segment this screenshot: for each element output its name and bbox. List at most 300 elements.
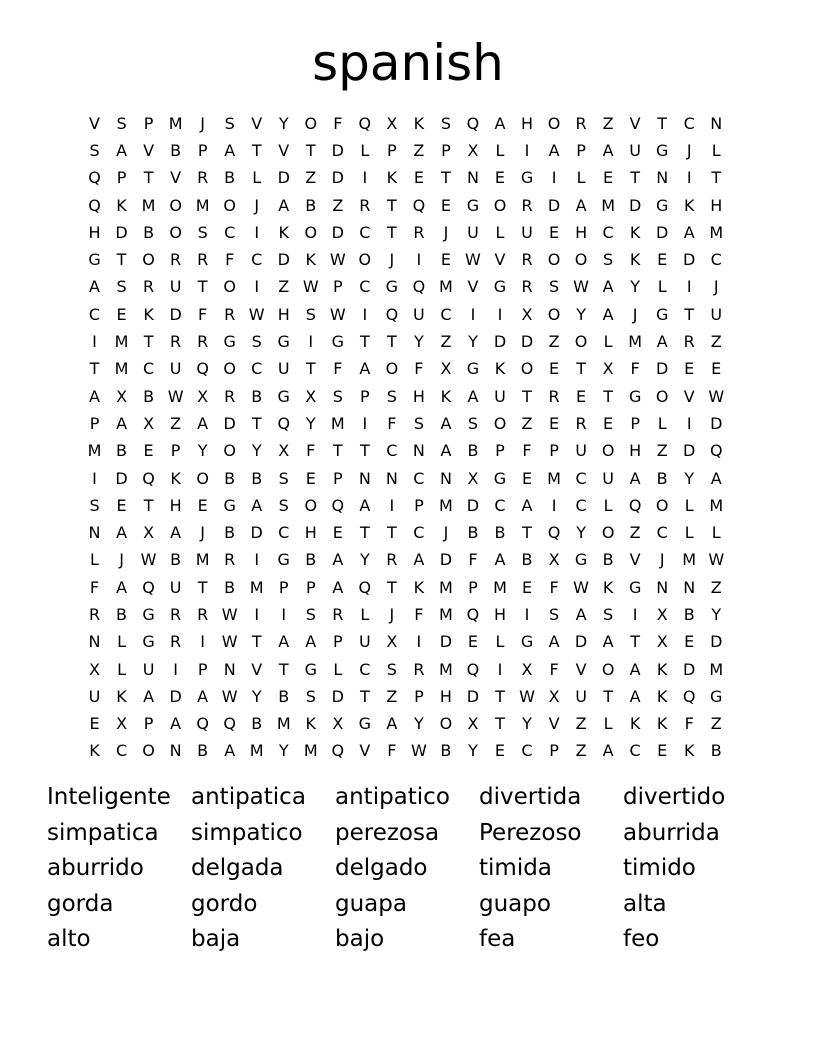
grid-letter: E: [521, 468, 533, 488]
grid-letter: A: [413, 550, 425, 570]
grid-letter: X: [548, 550, 560, 570]
grid-letter: Y: [251, 441, 262, 461]
grid-letter: O: [169, 222, 182, 242]
grid-letter: A: [575, 604, 587, 624]
grid-letter: O: [304, 495, 318, 515]
grid-letter: E: [521, 577, 533, 597]
grid-letter: Q: [412, 277, 426, 297]
grid-letter: Y: [468, 741, 478, 761]
grid-letter: D: [683, 441, 696, 461]
grid-letter: Q: [142, 577, 155, 597]
grid-letter: E: [548, 413, 560, 433]
grid-letter: I: [686, 277, 692, 297]
grid-letter: X: [440, 359, 452, 379]
grid-letter: Q: [196, 359, 209, 379]
grid-letter: V: [494, 250, 506, 270]
grid-letter: F: [549, 577, 559, 597]
grid-letter: S: [305, 686, 316, 706]
grid-letter: C: [710, 250, 722, 270]
grid-letter: T: [305, 140, 316, 160]
grid-letter: R: [224, 550, 236, 570]
grid-letter: G: [710, 686, 723, 706]
grid-letter: E: [332, 523, 343, 543]
grid-letter: I: [200, 632, 205, 652]
grid-letter: B: [467, 441, 479, 461]
grid-letter: B: [251, 386, 263, 406]
grid-row: [81, 274, 731, 301]
grid-letter: I: [308, 332, 314, 352]
grid-letter: X: [305, 386, 317, 406]
grid-letter: K: [413, 113, 425, 133]
grid-letter: C: [440, 304, 452, 324]
grid-letter: D: [710, 413, 723, 433]
grid-row: [81, 110, 731, 137]
word-list-item: timido: [623, 855, 696, 881]
grid-letter: Z: [413, 140, 425, 160]
grid-letter: G: [628, 577, 642, 597]
grid-letter: I: [551, 168, 557, 188]
grid-letter: B: [116, 441, 128, 461]
grid-letter: E: [494, 741, 506, 761]
grid-letter: M: [195, 195, 210, 215]
grid-letter: S: [548, 604, 560, 624]
grid-letter: C: [115, 741, 128, 761]
grid-letter: R: [143, 277, 155, 297]
grid-letter: T: [305, 359, 316, 379]
grid-letter: F: [414, 359, 424, 379]
grid-letter: K: [683, 195, 695, 215]
grid-letter: T: [359, 686, 370, 706]
grid-letter: R: [575, 113, 587, 133]
grid-letter: E: [116, 304, 127, 324]
grid-row: [81, 246, 731, 273]
grid-row: [81, 219, 731, 246]
grid-letter: M: [249, 577, 264, 597]
grid-letter: K: [629, 714, 641, 734]
word-list-item: timida: [479, 855, 552, 881]
grid-letter: Q: [88, 168, 101, 188]
grid-letter: E: [576, 386, 587, 406]
grid-letter: T: [630, 168, 641, 188]
grid-letter: L: [657, 413, 667, 433]
grid-letter: D: [115, 222, 128, 242]
grid-letter: R: [386, 550, 398, 570]
grid-letter: X: [143, 523, 155, 543]
grid-letter: T: [359, 523, 370, 543]
word-list-item: delgado: [335, 855, 428, 881]
grid-letter: B: [224, 577, 236, 597]
grid-letter: I: [254, 604, 260, 624]
grid-letter: E: [413, 168, 424, 188]
grid-letter: P: [197, 140, 208, 160]
grid-letter: B: [170, 140, 182, 160]
grid-letter: K: [305, 250, 317, 270]
grid-letter: K: [386, 168, 398, 188]
grid-letter: N: [169, 741, 182, 761]
grid-letter: W: [221, 686, 238, 706]
grid-letter: O: [574, 332, 588, 352]
grid-letter: L: [603, 332, 613, 352]
grid-letter: B: [305, 195, 317, 215]
grid-letter: F: [468, 550, 478, 570]
grid-letter: I: [686, 413, 692, 433]
grid-letter: G: [466, 359, 480, 379]
grid-letter: T: [143, 495, 154, 515]
grid-letter: R: [359, 195, 371, 215]
grid-letter: M: [547, 468, 561, 488]
grid-letter: R: [170, 632, 182, 652]
grid-letter: P: [414, 686, 424, 706]
word-list-item: baja: [191, 926, 241, 952]
grid-letter: S: [278, 468, 289, 488]
grid-letter: R: [197, 250, 209, 270]
grid-letter: C: [142, 359, 155, 379]
grid-letter: J: [632, 304, 638, 324]
grid-letter: S: [332, 386, 343, 406]
grid-letter: Q: [358, 577, 372, 597]
word-list-item: gorda: [47, 890, 114, 917]
grid-letter: R: [332, 604, 344, 624]
grid-letter: K: [494, 359, 506, 379]
grid-letter: T: [89, 359, 100, 379]
grid-letter: I: [497, 304, 503, 324]
grid-letter: T: [495, 714, 505, 734]
grid-letter: O: [655, 386, 669, 406]
grid-letter: H: [521, 113, 534, 133]
grid-letter: G: [304, 659, 317, 679]
grid-letter: S: [251, 332, 262, 352]
grid-letter: Y: [468, 332, 478, 352]
grid-letter: Q: [331, 495, 345, 515]
grid-letter: V: [251, 113, 263, 133]
word-list-item: alto: [47, 926, 91, 952]
grid-letter: Z: [548, 332, 560, 352]
grid-letter: E: [684, 632, 695, 652]
grid-letter: U: [277, 359, 290, 379]
grid-letter: R: [224, 386, 236, 406]
grid-letter: H: [629, 441, 642, 461]
grid-letter: X: [656, 604, 668, 624]
grid-letter: I: [416, 250, 422, 270]
grid-letter: R: [170, 332, 182, 352]
grid-letter: S: [116, 277, 127, 297]
grid-letter: I: [497, 659, 503, 679]
grid-letter: M: [439, 277, 453, 297]
grid-row: [81, 410, 731, 437]
grid-letter: J: [659, 550, 665, 570]
grid-letter: D: [331, 686, 344, 706]
grid-letter: Y: [711, 604, 722, 624]
word-list-item: fea: [479, 926, 516, 952]
grid-letter: M: [601, 195, 616, 215]
grid-letter: G: [223, 332, 236, 352]
grid-letter: A: [602, 140, 614, 160]
grid-letter: W: [329, 304, 346, 324]
grid-letter: I: [389, 495, 395, 515]
grid-letter: Z: [710, 577, 722, 597]
grid-letter: D: [169, 304, 182, 324]
grid-letter: H: [412, 386, 425, 406]
grid-letter: M: [709, 659, 724, 679]
grid-letter: R: [170, 250, 182, 270]
grid-letter: S: [197, 222, 208, 242]
grid-letter: D: [439, 632, 453, 652]
grid-letter: T: [441, 168, 451, 188]
grid-letter: N: [656, 168, 669, 188]
grid-letter: T: [197, 277, 208, 297]
word-list-item: feo: [623, 926, 660, 952]
grid-letter: P: [197, 659, 208, 679]
grid-letter: M: [249, 741, 264, 761]
grid-letter: D: [277, 250, 290, 270]
grid-letter: U: [358, 632, 371, 652]
grid-letter: T: [603, 686, 613, 706]
grid-letter: T: [116, 250, 127, 270]
grid-letter: K: [629, 250, 641, 270]
grid-letter: O: [142, 250, 155, 270]
grid-letter: Z: [305, 168, 317, 188]
grid-letter: V: [359, 741, 371, 761]
grid-letter: B: [224, 168, 236, 188]
grid-letter: E: [603, 168, 614, 188]
grid-letter: E: [197, 495, 208, 515]
grid-letter: Q: [88, 195, 101, 215]
grid-letter: T: [251, 140, 262, 160]
grid-letter: R: [521, 195, 533, 215]
grid-letter: T: [197, 577, 208, 597]
grid-letter: P: [170, 441, 181, 461]
grid-letter: C: [575, 495, 587, 515]
word-list-item: alta: [623, 890, 667, 917]
grid-letter: Q: [466, 113, 480, 133]
grid-letter: A: [170, 523, 182, 543]
grid-letter: P: [549, 741, 559, 761]
grid-letter: W: [329, 250, 346, 270]
grid-letter: E: [143, 441, 154, 461]
grid-letter: K: [602, 577, 614, 597]
grid-letter: Q: [466, 659, 480, 679]
grid-letter: R: [197, 168, 209, 188]
grid-letter: C: [521, 741, 533, 761]
grid-letter: A: [116, 523, 128, 543]
grid-letter: G: [655, 304, 669, 324]
grid-row: [81, 738, 731, 765]
grid-letter: D: [115, 468, 128, 488]
grid-letter: P: [305, 577, 316, 597]
grid-letter: E: [711, 359, 722, 379]
grid-row: [81, 683, 731, 710]
grid-letter: K: [656, 659, 668, 679]
grid-letter: R: [575, 413, 587, 433]
grid-letter: N: [358, 468, 371, 488]
grid-letter: W: [221, 604, 238, 624]
grid-letter: B: [251, 714, 263, 734]
grid-letter: J: [389, 250, 395, 270]
grid-letter: W: [410, 741, 427, 761]
grid-letter: G: [88, 250, 101, 270]
grid-letter: M: [87, 441, 102, 461]
grid-letter: L: [252, 168, 262, 188]
grid-letter: M: [439, 604, 453, 624]
grid-letter: E: [657, 741, 668, 761]
grid-letter: J: [443, 222, 449, 242]
grid-letter: X: [521, 304, 533, 324]
grid-letter: L: [657, 277, 667, 297]
grid-letter: B: [467, 523, 479, 543]
grid-letter: L: [117, 632, 126, 652]
grid-letter: B: [440, 741, 452, 761]
grid-letter: Y: [278, 113, 289, 133]
grid-letter: T: [386, 332, 397, 352]
grid-letter: X: [116, 714, 128, 734]
grid-letter: O: [547, 250, 561, 270]
grid-row: [81, 711, 731, 738]
grid-letter: Z: [332, 195, 344, 215]
grid-letter: N: [683, 577, 696, 597]
grid-letter: Z: [440, 332, 452, 352]
grid-letter: L: [117, 659, 126, 679]
grid-letter: S: [603, 604, 614, 624]
grid-row: [81, 574, 731, 601]
grid-letter: P: [143, 714, 154, 734]
grid-letter: C: [251, 359, 263, 379]
grid-letter: X: [656, 632, 668, 652]
grid-letter: O: [493, 195, 507, 215]
word-list-item: aburrido: [47, 855, 144, 881]
grid-letter: C: [575, 468, 587, 488]
grid-letter: E: [440, 250, 451, 270]
grid-letter: D: [331, 140, 344, 160]
grid-letter: S: [89, 140, 100, 160]
grid-letter: E: [440, 195, 451, 215]
grid-letter: U: [575, 441, 587, 461]
grid-letter: A: [602, 632, 614, 652]
grid-letter: F: [306, 441, 316, 461]
grid-letter: P: [495, 441, 505, 461]
grid-letter: X: [467, 714, 479, 734]
grid-letter: S: [116, 113, 127, 133]
grid-letter: R: [413, 659, 425, 679]
grid-letter: U: [413, 304, 425, 324]
grid-letter: A: [683, 222, 695, 242]
grid-letter: B: [278, 686, 290, 706]
grid-letter: D: [683, 250, 696, 270]
grid-letter: A: [359, 359, 371, 379]
grid-letter: A: [116, 140, 128, 160]
grid-letter: M: [439, 577, 453, 597]
word-list: [47, 780, 767, 958]
grid-letter: I: [92, 468, 97, 488]
grid-letter: A: [89, 277, 100, 297]
grid-letter: D: [331, 168, 344, 188]
grid-letter: O: [655, 495, 669, 515]
grid-letter: J: [389, 604, 395, 624]
grid-letter: L: [495, 140, 505, 160]
grid-letter: T: [278, 659, 289, 679]
grid-letter: B: [224, 468, 236, 488]
grid-letter: Z: [521, 413, 533, 433]
grid-letter: X: [332, 714, 344, 734]
grid-letter: N: [385, 468, 398, 488]
word-list-item: bajo: [335, 926, 385, 952]
grid-letter: M: [709, 222, 724, 242]
grid-letter: L: [360, 604, 370, 624]
word-list-item: Perezoso: [479, 819, 582, 846]
grid-letter: W: [465, 250, 481, 270]
grid-letter: I: [686, 168, 692, 188]
grid-letter: G: [628, 386, 642, 406]
grid-letter: C: [413, 468, 425, 488]
grid-letter: H: [304, 523, 317, 543]
grid-letter: Q: [277, 413, 291, 433]
grid-letter: T: [522, 523, 532, 543]
grid-letter: W: [248, 304, 265, 324]
grid-letter: L: [576, 168, 586, 188]
grid-letter: A: [494, 113, 506, 133]
grid-letter: O: [223, 441, 236, 461]
grid-letter: A: [548, 632, 560, 652]
grid-letter: L: [711, 140, 721, 160]
grid-letter: I: [551, 495, 557, 515]
grid-letter: K: [656, 714, 668, 734]
grid-letter: X: [143, 413, 155, 433]
grid-letter: C: [494, 495, 506, 515]
grid-letter: W: [708, 550, 725, 570]
grid-letter: S: [278, 495, 289, 515]
grid-letter: M: [439, 495, 453, 515]
grid-letter: Y: [576, 304, 586, 324]
grid-letter: B: [521, 550, 533, 570]
grid-letter: C: [278, 523, 290, 543]
grid-letter: N: [88, 523, 101, 543]
grid-letter: R: [413, 222, 425, 242]
grid-letter: U: [629, 140, 641, 160]
grid-letter: O: [601, 523, 615, 543]
grid-letter: K: [143, 304, 154, 324]
word-list-item: antipatico: [335, 784, 450, 810]
grid-letter: L: [495, 632, 505, 652]
grid-letter: M: [195, 550, 210, 570]
grid-letter: R: [521, 250, 533, 270]
grid-letter: L: [711, 523, 721, 543]
grid-letter: K: [116, 195, 127, 215]
grid-letter: S: [440, 113, 451, 133]
grid-letter: N: [412, 441, 425, 461]
grid-letter: T: [143, 332, 154, 352]
grid-letter: T: [630, 632, 641, 652]
grid-letter: H: [493, 604, 506, 624]
grid-row: [81, 137, 731, 164]
grid-letter: B: [710, 741, 722, 761]
grid-letter: D: [277, 168, 290, 188]
page-title: spanish: [312, 34, 504, 92]
grid-letter: G: [466, 195, 480, 215]
grid-letter: U: [602, 468, 614, 488]
grid-letter: Q: [682, 686, 696, 706]
grid-letter: E: [494, 168, 506, 188]
grid-letter: M: [114, 359, 129, 379]
grid-letter: G: [493, 468, 507, 488]
grid-row: [81, 465, 731, 492]
word-list-item: aburrida: [623, 819, 720, 846]
grid-letter: V: [143, 140, 155, 160]
grid-letter: B: [251, 468, 263, 488]
grid-letter: R: [170, 604, 182, 624]
grid-letter: B: [143, 386, 155, 406]
grid-letter: F: [333, 359, 343, 379]
grid-letter: S: [386, 659, 397, 679]
grid-letter: Y: [251, 686, 262, 706]
